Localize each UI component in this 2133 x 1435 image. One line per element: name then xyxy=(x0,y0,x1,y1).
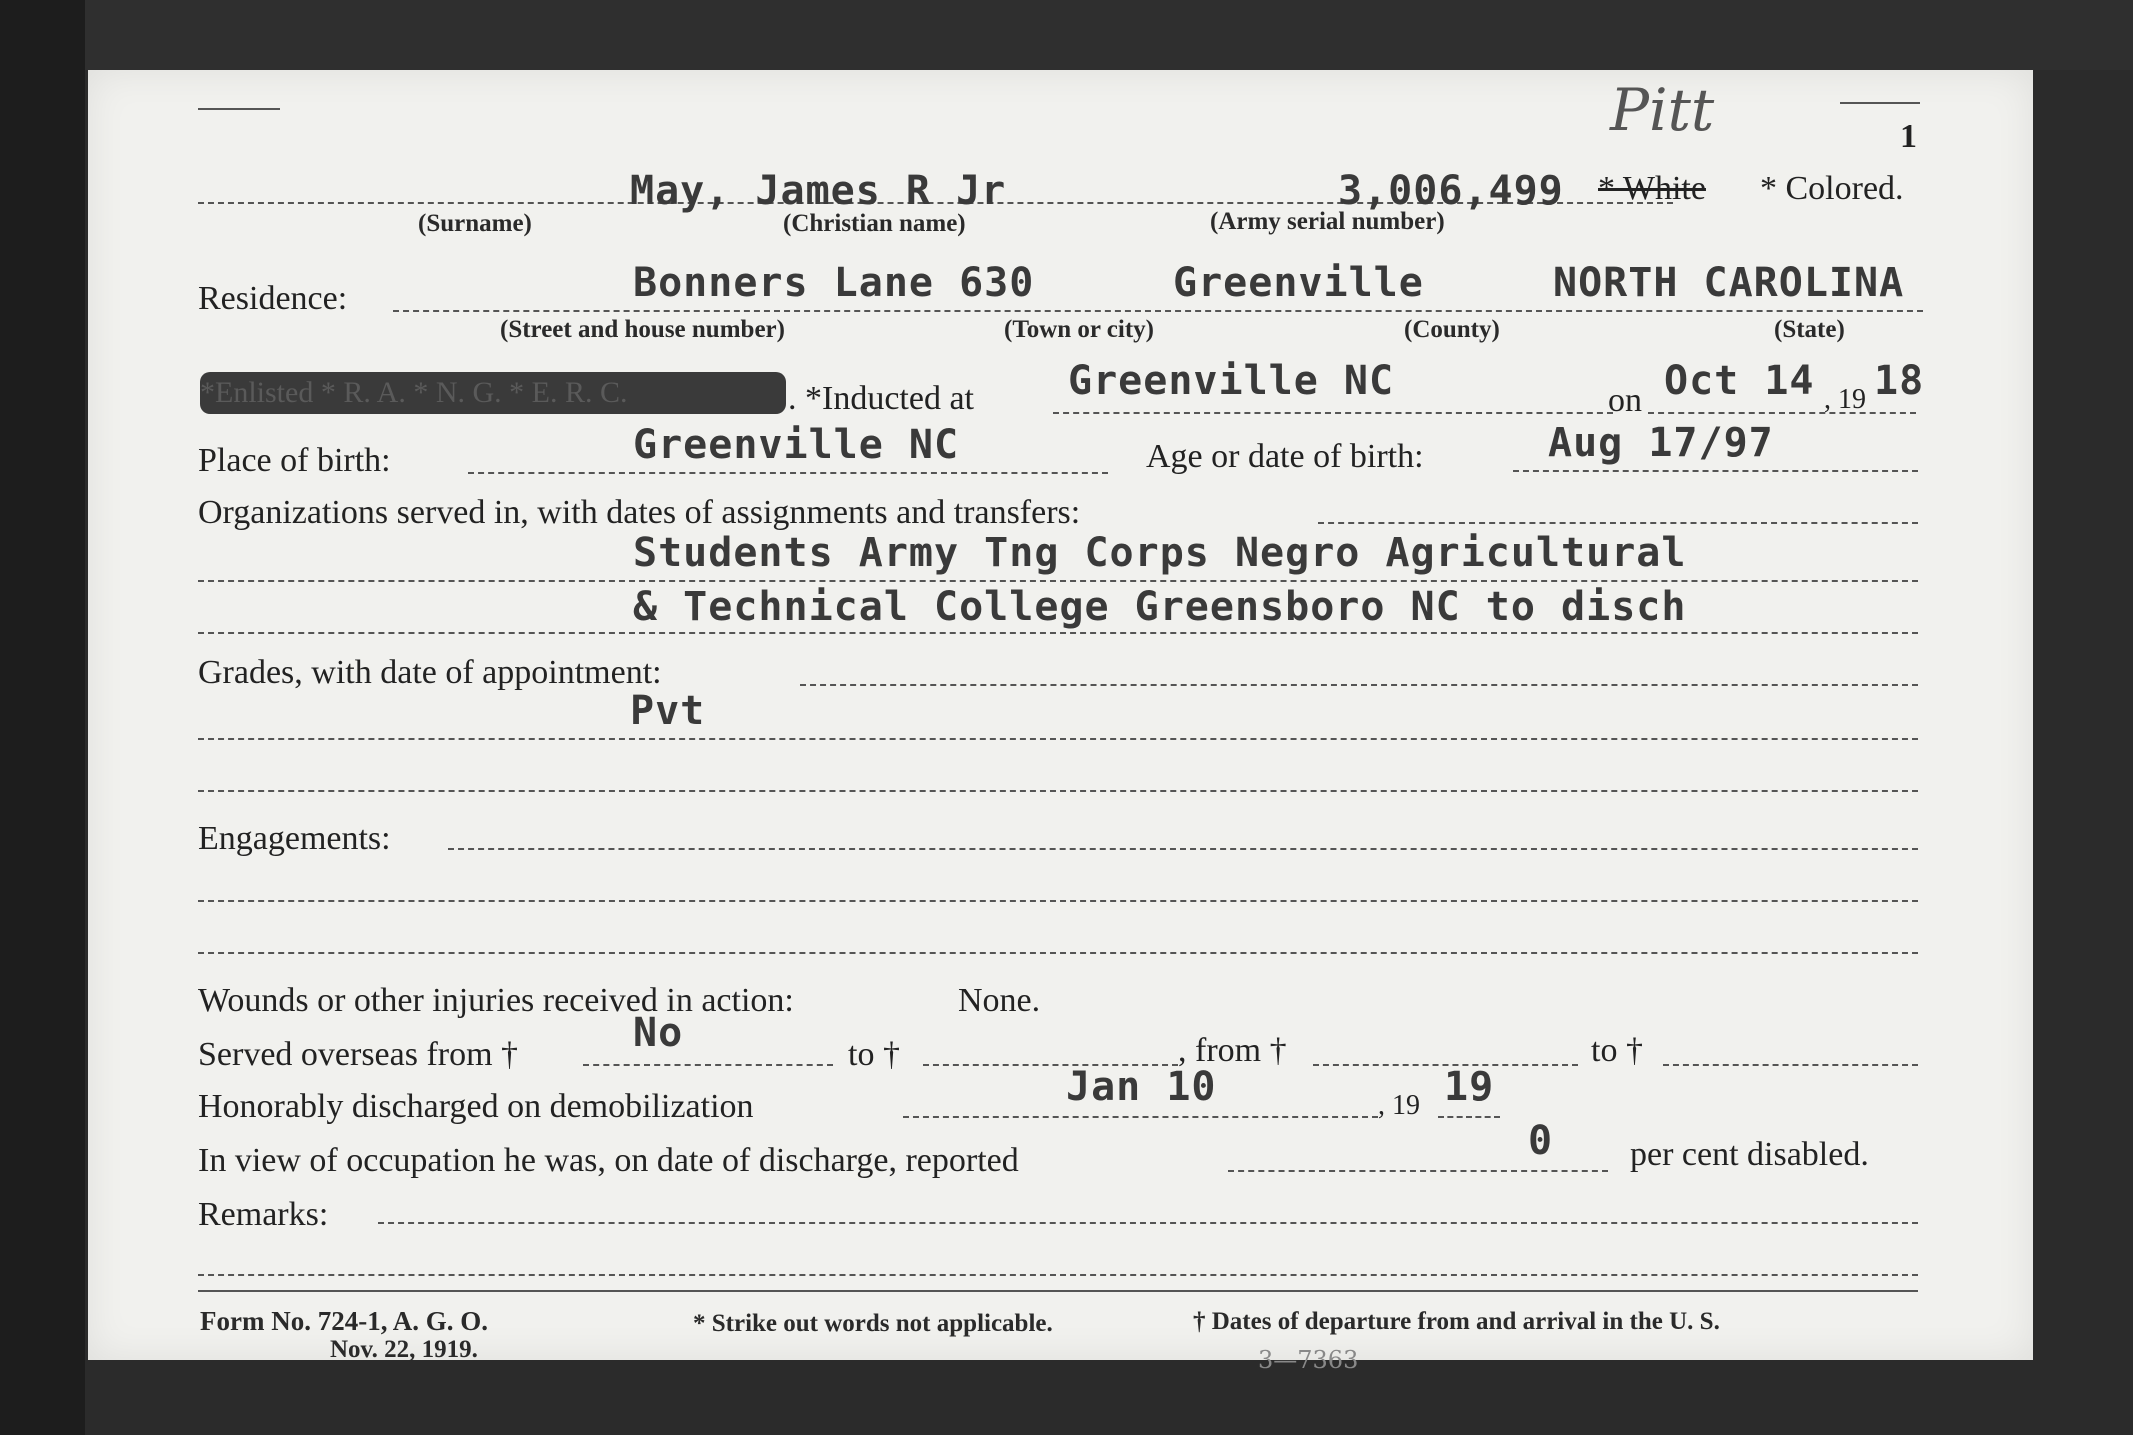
inducted-place: Greenville NC xyxy=(1068,358,1395,404)
engagements-line-0 xyxy=(448,848,1918,850)
inducted-on-label: on xyxy=(1608,382,1642,419)
disability-suffix: per cent disabled. xyxy=(1630,1136,1869,1173)
overseas-to1-label: to † xyxy=(848,1036,900,1073)
overseas-from2-label: , from † xyxy=(1178,1032,1287,1069)
residence-state: NORTH CAROLINA xyxy=(1553,260,1905,306)
disability-line xyxy=(1228,1170,1608,1172)
serial-caption: (Army serial number) xyxy=(1210,208,1445,235)
organizations-label: Organizations served in, with dates of assignments and transfers: xyxy=(198,494,1081,531)
surname-caption: (Surname) xyxy=(418,210,532,237)
footnote-dates: † Dates of departure from and arrival in the U. S. xyxy=(1193,1308,1720,1335)
grades-label: Grades, with date of appointment: xyxy=(198,654,662,691)
birth-date-label: Age or date of birth: xyxy=(1146,438,1424,475)
overseas-from-line xyxy=(583,1064,833,1066)
race-white-option xyxy=(1598,170,1706,208)
army-serial-number: 3,006,499 xyxy=(1338,168,1564,214)
scan-background-top xyxy=(0,0,2133,70)
organizations-line-1 xyxy=(198,580,1918,582)
race-white-text: * White xyxy=(1598,170,1706,207)
disability-value: 0 xyxy=(1528,1118,1554,1164)
inducted-year-prefix: , 19 xyxy=(1824,384,1866,415)
inducted-label: . *Inducted at xyxy=(788,380,974,417)
engagements-label: Engagements: xyxy=(198,820,391,857)
discharge-year-line xyxy=(1438,1116,1500,1118)
remarks-line-0 xyxy=(378,1222,1918,1224)
engagements-line-1 xyxy=(198,900,1918,902)
overseas-from-label: Served overseas from † xyxy=(198,1036,519,1073)
grades-line-1 xyxy=(198,738,1918,740)
grades-line-0 xyxy=(800,684,1918,686)
birth-place-line xyxy=(468,472,1108,474)
enlisted-struck-text: *Enlisted * R. A. * N. G. * E. R. C. xyxy=(200,376,628,409)
wounds-value: None. xyxy=(958,982,1041,1019)
race-colored-option: * Colored. xyxy=(1760,170,1904,207)
top-right-rule xyxy=(1840,102,1920,104)
discharge-label: Honorably discharged on demobilization xyxy=(198,1088,754,1125)
organizations-line-0 xyxy=(1318,522,1918,524)
birth-date: Aug 17/97 xyxy=(1548,420,1774,466)
organizations-line-2 xyxy=(198,632,1918,634)
state-caption: (State) xyxy=(1774,316,1845,343)
footnote-strike: * Strike out words not applicable. xyxy=(693,1310,1053,1337)
birth-date-line xyxy=(1513,470,1918,472)
soldier-name: May, James R Jr xyxy=(630,168,1007,214)
inducted-year-suffix: 18 xyxy=(1874,358,1925,404)
remarks-label: Remarks: xyxy=(198,1196,329,1233)
town-caption: (Town or city) xyxy=(1004,316,1154,343)
grade-value: Pvt xyxy=(630,688,706,734)
discharge-year-prefix: , 19 xyxy=(1378,1090,1420,1121)
inducted-date-line xyxy=(1648,412,1916,414)
form-date: Nov. 22, 1919. xyxy=(330,1336,478,1363)
county-caption: (County) xyxy=(1404,316,1500,343)
top-left-rule xyxy=(198,108,280,110)
street-caption: (Street and house number) xyxy=(500,316,785,343)
engagements-line-2 xyxy=(198,952,1918,954)
inducted-place-line xyxy=(1053,412,1613,414)
remarks-line-1 xyxy=(198,1274,1918,1276)
form-number: Form No. 724-1, A. G. O. xyxy=(200,1306,488,1336)
disability-label: In view of occupation he was, on date of discharge, reported xyxy=(198,1142,1019,1179)
inducted-date: Oct 14 xyxy=(1664,358,1815,404)
overseas-to2-line xyxy=(1663,1064,1918,1066)
discharge-year-suffix: 19 xyxy=(1444,1064,1495,1110)
residence-line xyxy=(393,310,1923,312)
overseas-from-value: No xyxy=(633,1010,684,1056)
birth-place: Greenville NC xyxy=(633,422,960,468)
christian-name-caption: (Christian name) xyxy=(783,210,966,237)
county-handwritten-note: Pitt xyxy=(1610,76,1715,144)
corner-number: 1 xyxy=(1900,118,1917,155)
footer-rule xyxy=(198,1290,1918,1292)
discharge-date: Jan 10 xyxy=(1066,1064,1217,1110)
print-code: 3—7363 xyxy=(1258,1346,1359,1374)
residence-town: Greenville xyxy=(1173,260,1424,306)
discharge-date-line xyxy=(903,1116,1378,1118)
birth-place-label: Place of birth: xyxy=(198,442,391,479)
scan-background-left xyxy=(0,0,85,1435)
service-record-card xyxy=(88,70,2033,1374)
residence-label: Residence: xyxy=(198,280,348,317)
grades-line-2 xyxy=(198,790,1918,792)
overseas-to2-label: to † xyxy=(1591,1032,1643,1069)
residence-street: Bonners Lane 630 xyxy=(633,260,1035,306)
wounds-label: Wounds or other injuries received in action: xyxy=(198,982,794,1019)
organizations-text-line1: Students Army Tng Corps Negro Agricultural xyxy=(633,530,1687,576)
organizations-text-line2: & Technical College Greensboro NC to disch xyxy=(633,584,1687,630)
